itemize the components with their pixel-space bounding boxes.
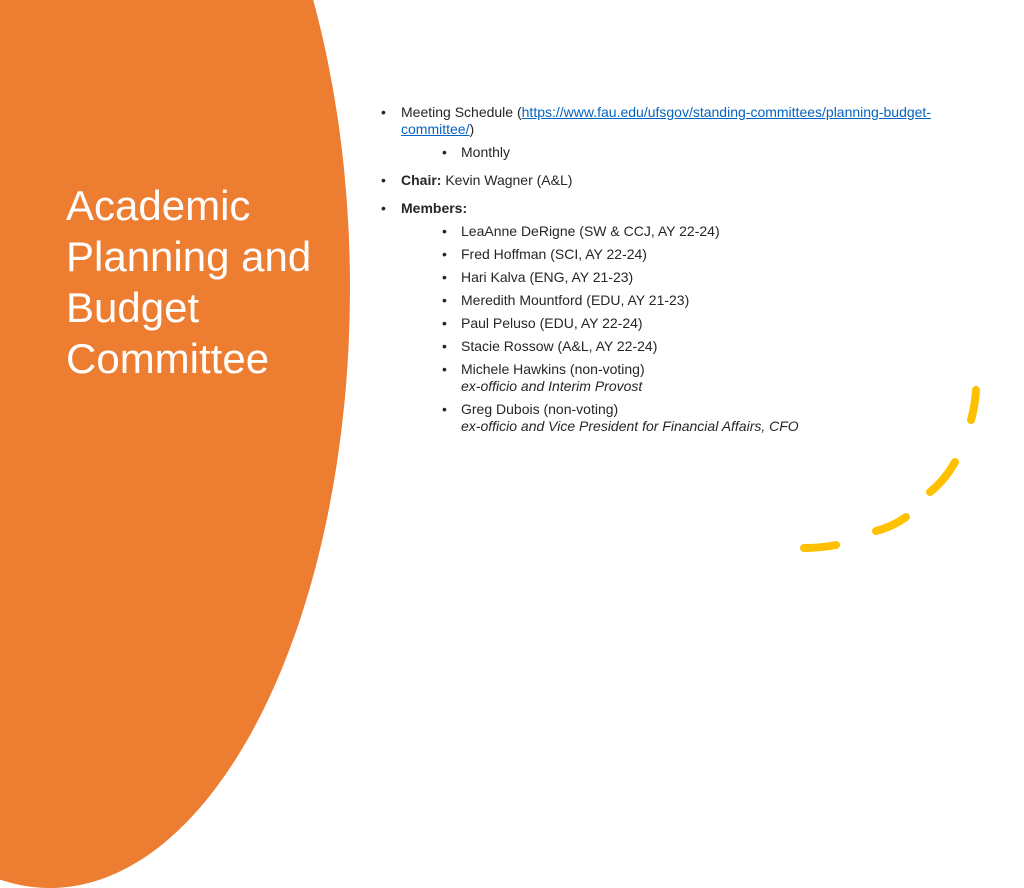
- chair-name: Kevin Wagner (A&L): [441, 172, 573, 188]
- slide-title: Academic Planning and Budget Committee: [66, 182, 312, 382]
- member-item: • LeaAnne DeRigne (SW & CCJ, AY 22-24): [401, 223, 939, 240]
- dash-segment: [971, 390, 976, 420]
- member-role-note: ex-officio and Interim Provost: [461, 378, 643, 394]
- dash-segment: [804, 545, 836, 548]
- member-item: • Paul Peluso (EDU, AY 22-24): [401, 315, 939, 332]
- member-role-note: ex-officio and Vice President for Financial Affairs, CFO: [461, 418, 799, 434]
- member-item: • Meredith Mountford (EDU, AY 21-23): [401, 292, 939, 309]
- member-item: • Hari Kalva (ENG, AY 21-23): [401, 269, 939, 286]
- meeting-frequency: • Monthly: [401, 144, 939, 161]
- open-paren: (: [513, 104, 522, 120]
- member-item: • Stacie Rossow (A&L, AY 22-24): [401, 338, 939, 355]
- members-label: Members:: [401, 200, 468, 216]
- chair-label: Chair:: [401, 172, 442, 188]
- dash-segment: [876, 517, 906, 531]
- dash-segment: [930, 462, 955, 492]
- meeting-schedule-label: Meeting Schedule: [401, 104, 514, 120]
- member-name: Greg Dubois (non-voting): [461, 401, 619, 417]
- committee-link[interactable]: https://www.fau.edu/ufsgov/standing-committees/planning-budget-committee/: [401, 104, 931, 137]
- close-paren: ): [469, 121, 475, 137]
- member-item: • Fred Hoffman (SCI, AY 22-24): [401, 246, 939, 263]
- member-name: Michele Hawkins (non-voting): [461, 361, 645, 377]
